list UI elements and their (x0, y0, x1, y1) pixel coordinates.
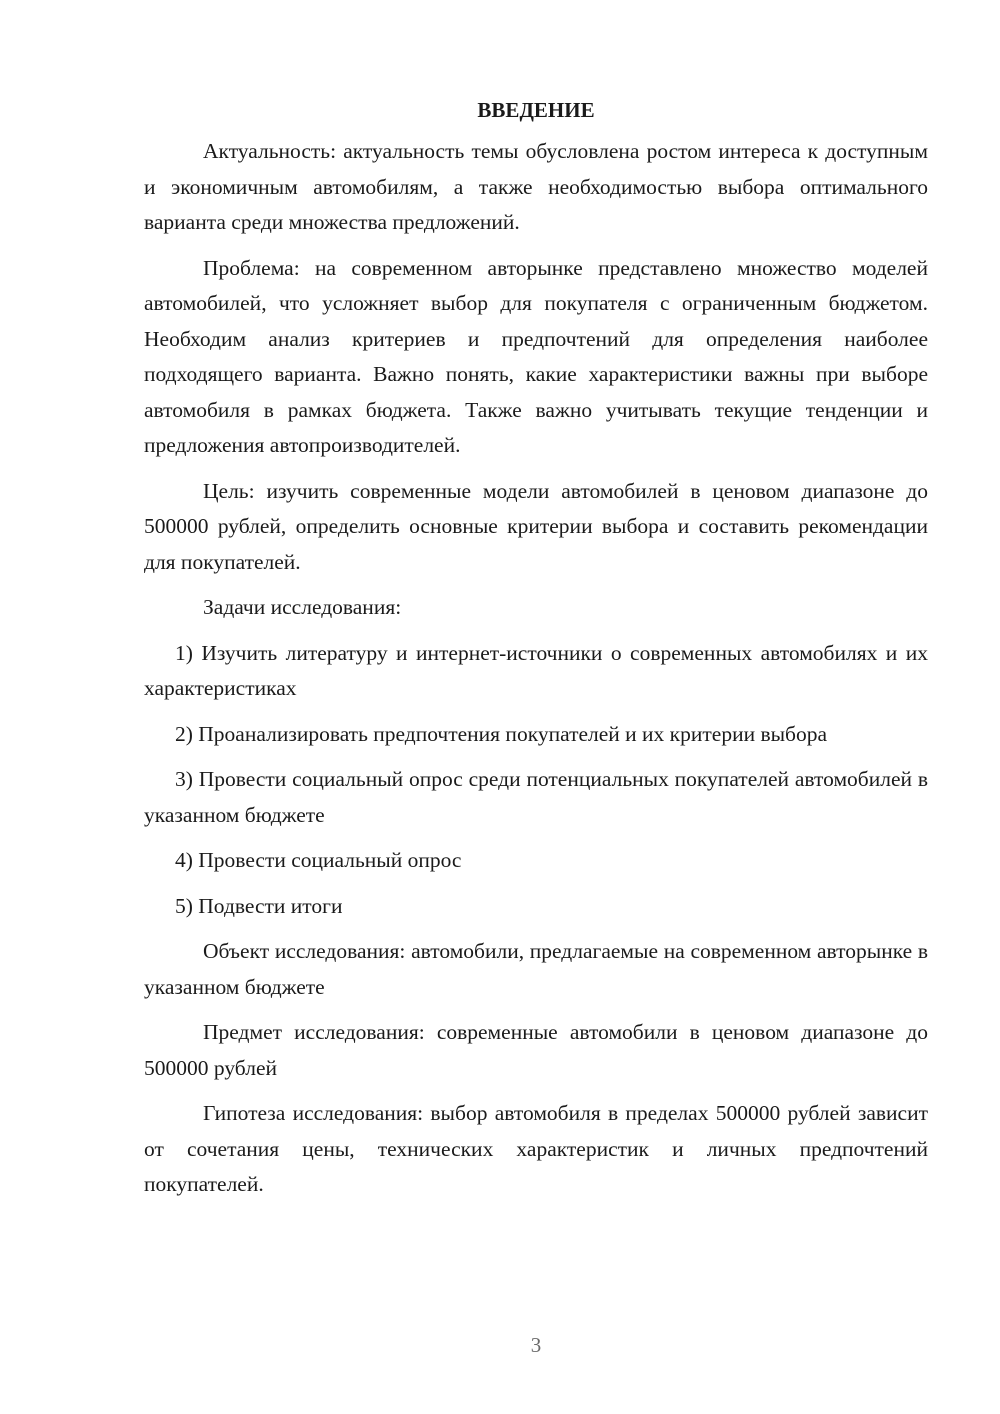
hypothesis-paragraph: Гипотеза исследования: выбор автомобиля в пределах 500000 рублей зависит от сочетания цены, технических характеристик и личных предпочтений покупателей. (144, 1101, 928, 1196)
problem-paragraph: Проблема: на современном авторынке представлено множество моделей автомобилей, что усложняет выбор для покупателя с ограниченным бюджетом. Необходим анализ критериев и предпочтений для определения наиболее подходящего варианта. Важно понять, какие характеристики важны при выборе автомобиля в рамках бюджета. Также важно учитывать текущие тенденции и предложения автопроизводителей. (144, 255, 928, 457)
document-page (144, 92, 928, 1213)
task-item-5: 5) Подвести итоги (175, 893, 343, 918)
section-heading: ВВЕДЕНИЕ (477, 98, 595, 122)
task-item-3: 3) Провести социальный опрос среди потенциальных покупателей автомобилей в указанном бюджете (144, 767, 928, 827)
relevance-paragraph: Актуальность: актуальность темы обусловлена ростом интереса к доступным и экономичным автомобилям, а также необходимостью выбора оптимального варианта среди множества предложений. (144, 139, 928, 234)
subject-paragraph: Предмет исследования: современные автомобили в ценовом диапазоне до 500000 рублей (144, 1020, 928, 1080)
task-item-1: 1) Изучить литературу и интернет-источники о современных автомобилях и их характеристиках (144, 640, 928, 700)
page-number: 3 (530, 1333, 542, 1357)
goal-paragraph: Цель: изучить современные модели автомобилей в ценовом диапазоне до 500000 рублей, определить основные критерии выбора и составить рекомендации для покупателей. (144, 478, 928, 574)
tasks-title: Задачи исследования: (203, 595, 402, 619)
task-item-4: 4) Провести социальный опрос (175, 848, 462, 872)
task-item-2: 2) Проанализировать предпочтения покупателей и их критерии выбора (175, 721, 828, 746)
object-paragraph: Объект исследования: автомобили, предлагаемые на современном авторынке в указанном бюджете (144, 939, 928, 999)
